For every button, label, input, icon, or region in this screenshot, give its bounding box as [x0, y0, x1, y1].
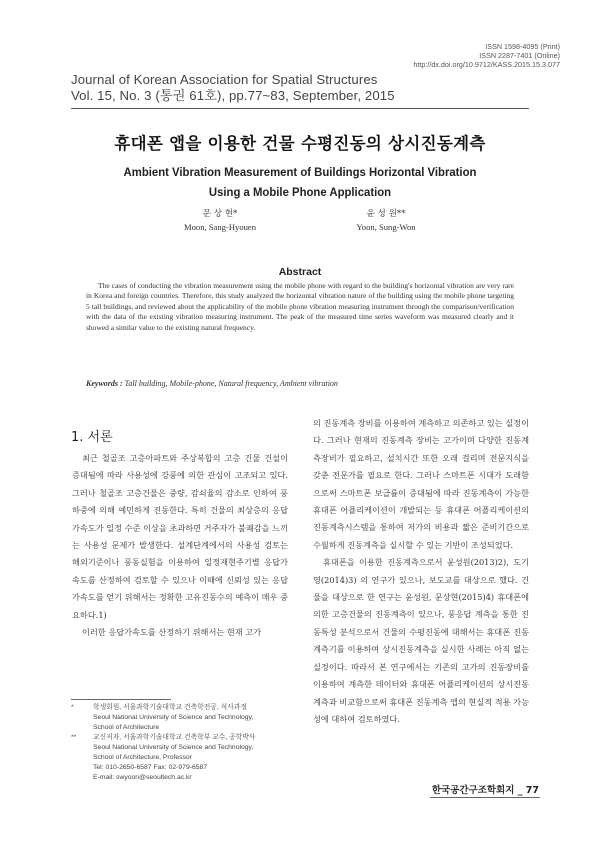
footnote-2 [71, 733, 301, 783]
author-1-english: Moon, Sang-Hyouen [183, 222, 257, 232]
issn-print: ISSN 1598-4095 (Print) [485, 42, 560, 51]
english-title [21, 162, 579, 202]
section-heading: 1. 서론 [71, 430, 113, 445]
author-1-korean: 문 상 현* [202, 209, 238, 219]
paragraph: 휴대폰을 이용한 진동계측으로서 윤성원(2013)2), 도기영(2014)3) 의 연구가 있으나, 보도교를 대상으로 했다. 건물을 대상으로 한 연구는 윤성원, 문상현(2015)4) 휴대폰에 의한 고층건물의 진동계측이 있으나, 풍응답 계측을 통한 진동특성 분석으로서 건물의 수평진동에 대해서는 휴대폰 진동계측기를 이용하여 상시진동계측을 실시한 사례는 아직 없는 실정이다. 따라서 본 연구에서는 기존의 고가의 진동장비를 이용하여 계측한 데이터와 휴대폰 어플리케이션의 상시진동계측과 비교함으로써 휴대폰 진동계측 앱의 현실적 적용 가능성에 대하여 검토하였다. [313, 557, 529, 724]
keywords-text: Tall building, Mobile-phone, Natural frequency, Ambient vibration [124, 379, 338, 388]
header-divider [71, 108, 529, 109]
footnote-1 [71, 703, 301, 733]
abstract-heading: Abstract [278, 266, 322, 278]
footnote-line: School of Architecture, Professor [93, 754, 192, 761]
journal-header [71, 72, 395, 104]
footnote-email[interactable]: E-mail: swyoon@seoultech.ac.kr [93, 774, 192, 781]
right-column [313, 415, 529, 728]
paragraph: 최근 철골조 고층아파트와 주상복합의 고층 건물 건설이 증대됨에 따라 사용성에 강풍에 의한 관심이 고조되고 있다. 그러나 철골조 고층건물은 중량, 감쇠율의 감소로 인하여 풍하중에 의해 예민하게 진동한다. 특히 건물의 최상층의 응답가속도가 일정 수준 이상을 초과하면 거주자가 불쾌감을 느끼는 사용성 문제가 발생한다. 설계단계에서의 사용성 검토는 해외기준이나 풍동실험을 이용하여 일정재현주기별 응답가속도를 산정하여 검토할 수 있으나 이때에 신뢰성 있는 응답가속도를 얻기 위해서는 정확한 고유진동수의 예측이 매우 중요하다.1) [72, 453, 288, 620]
footnote-mark: * [71, 704, 74, 711]
volume-info: Vol. 15, No. 3 (통권 61호), pp.77~83, September, 2015 [71, 88, 395, 103]
footnote-line: Seoul National University of Science and Technology, [93, 744, 254, 751]
footnote-line: School of Architecture [93, 724, 160, 731]
english-title-line2: Using a Mobile Phone Application [208, 185, 392, 199]
keywords-label: Keywords : [86, 379, 123, 388]
author-2 [316, 208, 456, 234]
english-title-line1: Ambient Vibration Measurement of Buildings Horizontal Vibration [123, 165, 477, 179]
footnote-line: 학생회원, 서울과학기술대학교 건축학전공, 석사과정 [93, 704, 247, 711]
footer-underline [430, 797, 540, 798]
paragraph: 의 진동계측 장비를 이용하여 계측하고 의존하고 있는 실정이다. 그러나 현재의 진동계측 장비는 고가이며 다양한 진동계측장비가 필요하고, 설치시간 또한 오래 걸리며 전문지식을 갖춘 전문가를 필요로 한다. 그러나 스마트폰 시대가 도래함으로써 스마트폰 보급률이 증대됨에 따라 진동계측이 가능한 휴대폰 어플리케이션이 개발되는 등 휴대폰 어플리케이션의 진동계측시스템을 통하여 저가의 비용과 짧은 준비기간으로 수월하게 진동계측을 실시할 수 있는 기반이 조성되었다. [313, 418, 529, 550]
korean-title: 휴대폰 앱을 이용한 건물 수평진동의 상시진동계측 [114, 134, 486, 153]
author-2-english: Yoon, Sung-Won [356, 222, 416, 232]
footnotes [71, 703, 301, 783]
footnote-mark: ** [71, 734, 77, 741]
footnote-line: Tel: 010-2650-6587 Fax: 02-979-6587 [93, 764, 208, 771]
journal-name: Journal of Korean Association for Spatial Structures [71, 72, 378, 87]
author-1 [150, 208, 290, 234]
abstract-text: The cases of conducting the vibration measurement using the mobile phone with regard to the building's horizontal vibration are very rare in Korea and foreign countries. Therefore, this study analyzed the horizontal vibration nature of the building using the mobile phone targeting 5 tall buildings, and reviewed about the applicability of the mobile phone vibration measuring instrument through the comparison/verification with the data of the existing vibration measuring instrument. The peak of the measured time series waveform was measured clearly and it showed a similar value to the existing natural frequency. [86, 281, 514, 332]
issn-online: ISSN 2287-7401 (Online) [479, 51, 560, 60]
left-column [72, 450, 288, 641]
paragraph: 이러한 응답가속도를 산정하기 위해서는 현재 고가 [82, 627, 262, 638]
issn-block [413, 42, 560, 69]
author-2-korean: 윤 성 원** [366, 209, 406, 219]
footnote-line: Seoul National University of Science and Technology, [93, 714, 254, 721]
doi-link[interactable]: http://dx.doi.org/10.9712/KASS.2015.15.3.077 [413, 60, 560, 69]
page-footer: 한국공간구조학회지 _ 77 [431, 785, 539, 796]
footnote-divider [71, 699, 171, 700]
keywords [86, 379, 338, 388]
footnote-line: 교신저자, 서울과학기술대학교 건축학부 교수, 공학박사 [93, 734, 256, 741]
